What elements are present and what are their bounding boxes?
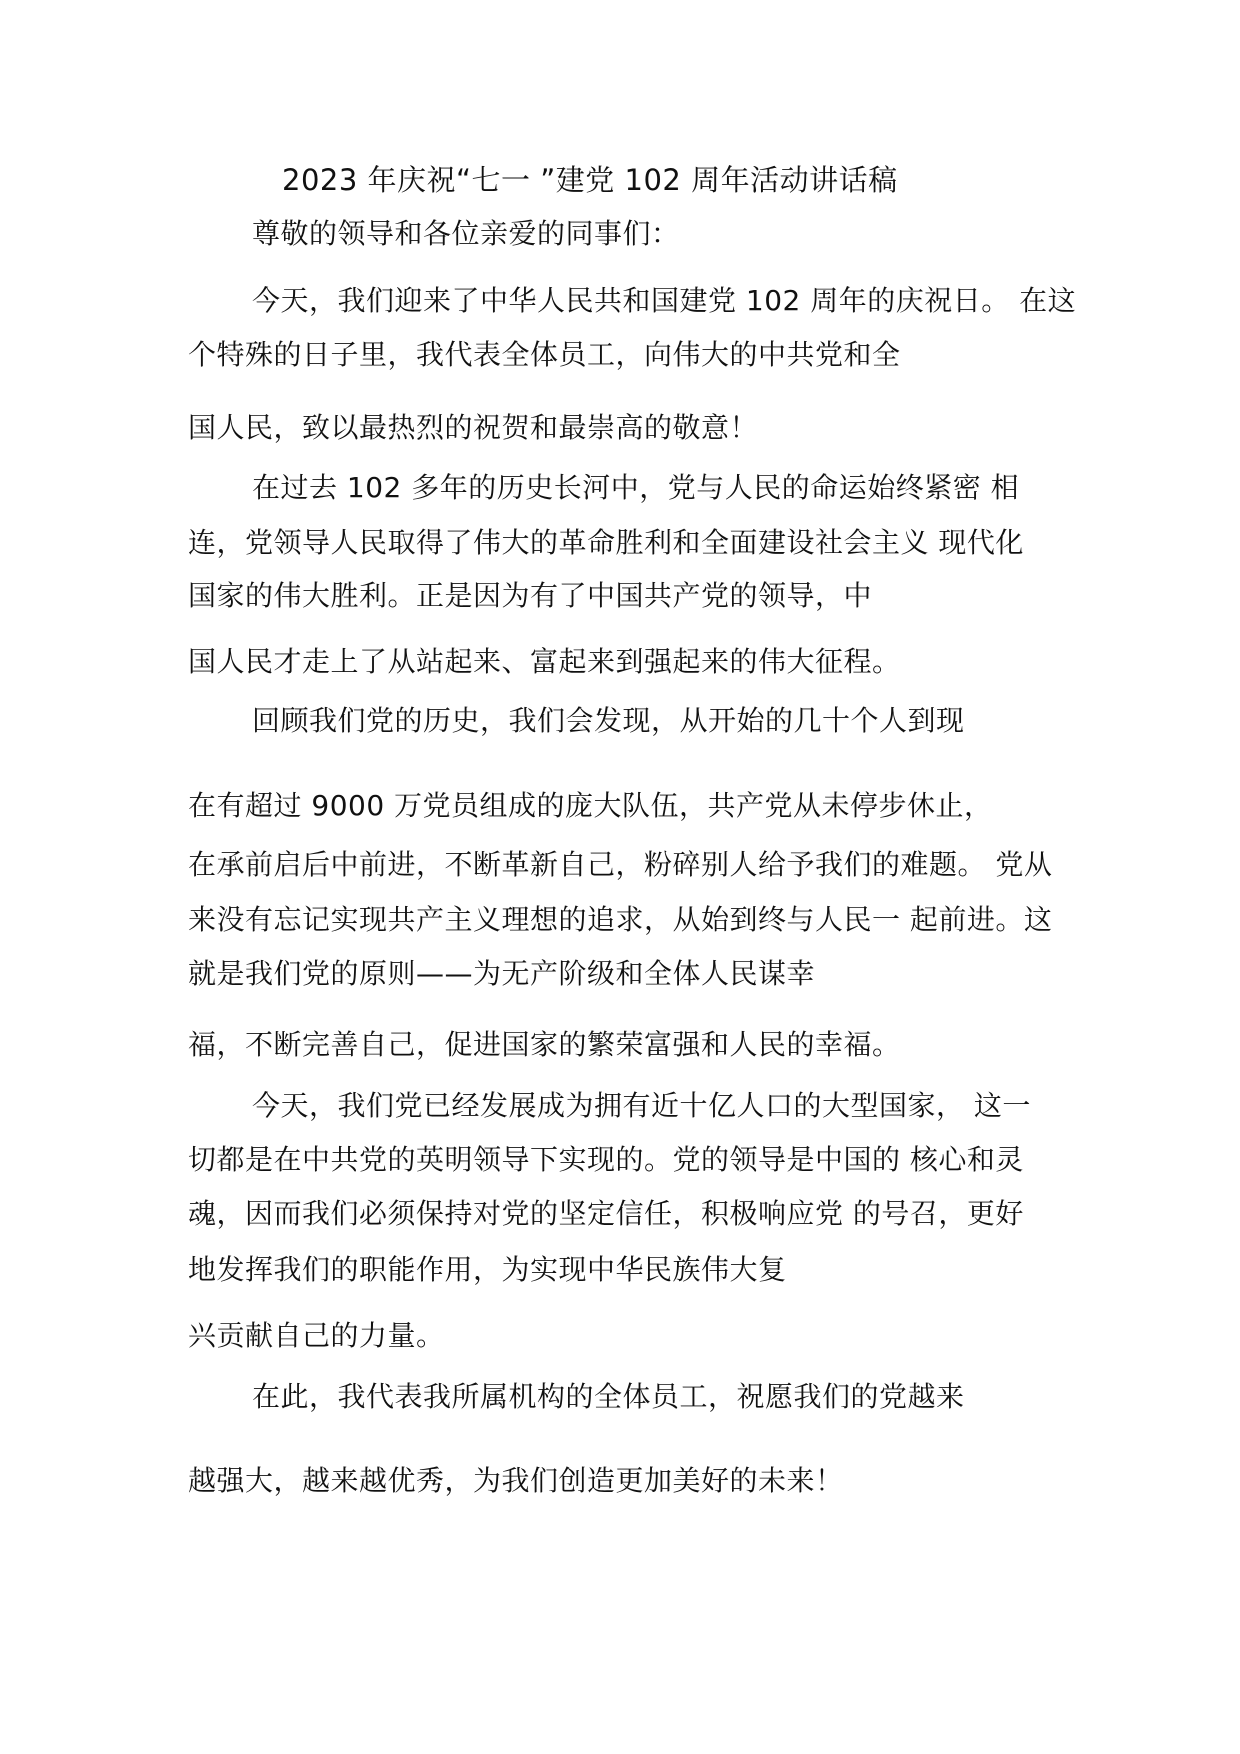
body-line: 就是我们党的原则——为无产阶级和全体人民谋幸 [188,957,816,990]
body-line: 在过去 102 多年的历史长河中，党与人民的命运始终紧密 相 [252,471,1020,504]
body-line: 在有超过 9000 万党员组成的庞大队伍，共产党从未停步休止， [188,789,993,822]
body-line: 切都是在中共党的英明领导下实现的。党的领导是中国的 核心和灵 [188,1143,1024,1176]
body-line: 兴贡献自己的力量。 [188,1319,445,1352]
body-line: 今天，我们迎来了中华人民共和国建党 102 周年的庆祝日。 在这 [252,284,1077,317]
body-line: 越强大，越来越优秀，为我们创造更加美好的未来！ [188,1464,844,1497]
body-line: 连，党领导人民取得了伟大的革命胜利和全面建设社会主义 现代化 [188,526,1024,559]
body-line: 地发挥我们的职能作用，为实现中华民族伟大复 [188,1253,787,1286]
body-line: 魂，因而我们必须保持对党的坚定信任，积极响应党 的号召，更好 [188,1197,1024,1230]
body-line: 在承前启后中前进，不断革新自己，粉碎别人给予我们的难题。 党从 [188,848,1053,881]
salutation-line: 尊敬的领导和各位亲爱的同事们： [252,217,680,250]
body-line: 国家的伟大胜利。正是因为有了中国共产党的领导，中 [188,579,873,612]
document-title: 2023 年庆祝“七一 ”建党 102 周年活动讲话稿 [282,163,898,197]
body-line: 国人民，致以最热烈的祝贺和最崇高的敬意！ [188,411,759,444]
body-line: 来没有忘记实现共产主义理想的追求，从始到终与人民一 起前进。这 [188,903,1053,936]
body-line: 福，不断完善自己，促进国家的繁荣富强和人民的幸福。 [188,1028,901,1061]
body-line: 在此，我代表我所属机构的全体员工，祝愿我们的党越来 [252,1380,965,1413]
body-line: 国人民才走上了从站起来、富起来到强起来的伟大征程。 [188,645,901,678]
body-line: 个特殊的日子里，我代表全体员工，向伟大的中共党和全 [188,338,901,371]
body-line: 今天，我们党已经发展成为拥有近十亿人口的大型国家， 这一 [252,1089,1031,1122]
body-line: 回顾我们党的历史，我们会发现，从开始的几十个人到现 [252,704,965,737]
